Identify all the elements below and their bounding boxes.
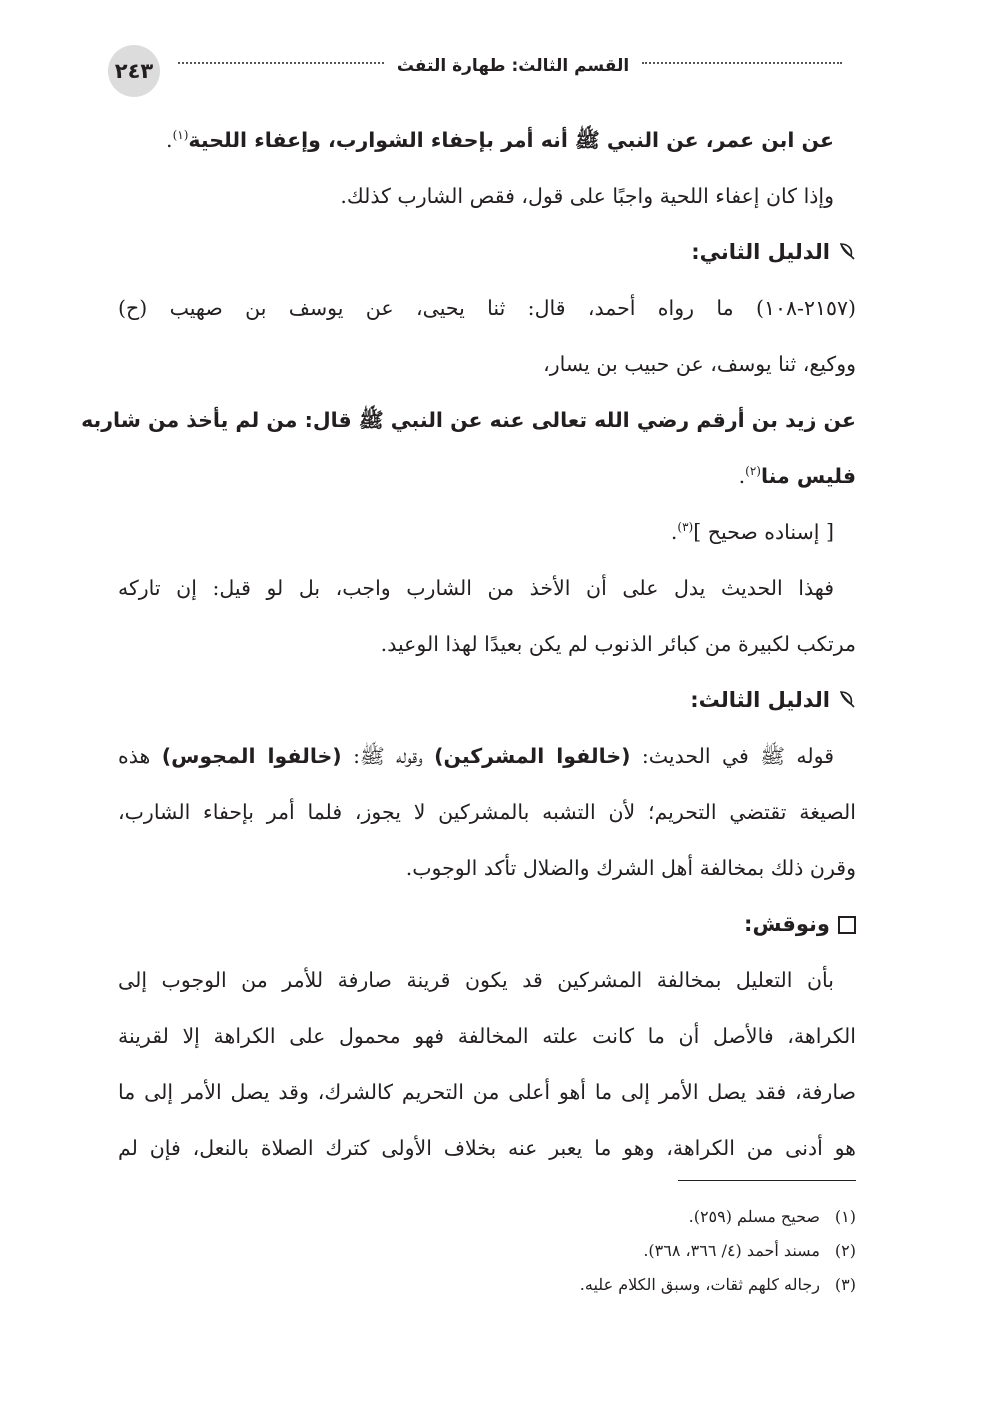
grading-text: [ إسناده صحيح ] bbox=[693, 520, 834, 544]
leaf-icon bbox=[838, 225, 856, 281]
footnote-separator bbox=[678, 1180, 856, 1181]
footnote-text: صحيح مسلم (٢٥٩). bbox=[688, 1207, 820, 1226]
paragraph-line: عن ابن عمر، عن النبي ﷺ أنه أمر بإحفاء الشوارب، وإعفاء اللحية$^{(١)}$. bbox=[166, 128, 834, 152]
page-header bbox=[108, 45, 856, 97]
section-heading: الدليل الثاني: bbox=[118, 224, 856, 280]
main-text bbox=[81, 112, 856, 1176]
footnote-text: رجاله كلهم ثقات، وسبق الكلام عليه. bbox=[579, 1275, 820, 1294]
paragraph-line: الكراهة، فالأصل أن ما كانت علته المخالفة فهو محمول على الكراهة إلا لقرينة bbox=[118, 1024, 856, 1048]
paragraph-line: (٢١٥٧-١٠٨) ما رواه أحمد، قال: ثنا يحيى، عن يوسف بن صهيب (ح) bbox=[118, 296, 856, 320]
paragraph-line: ووكيع، ثنا يوسف، عن حبيب بن يسار، bbox=[543, 352, 856, 376]
footnote-text: مسند أحمد (٤/ ٣٦٦، ٣٦٨). bbox=[643, 1241, 820, 1260]
footnotes bbox=[118, 1200, 856, 1302]
footnote-number: (٣) bbox=[834, 1275, 856, 1294]
section-heading: الدليل الثالث: bbox=[118, 672, 856, 728]
hadith-text: فليس منا bbox=[760, 464, 856, 488]
paragraph-line: صارفة، فقد يصل الأمر إلى ما أهو أعلى من التحريم كالشرك، وقد يصل الأمر إلى ما bbox=[118, 1080, 856, 1104]
paragraph-line: قوله ﷺ في الحديث: (خالفوا المشركين) وقوله ﷺ: (خالفوا المجوس) هذه bbox=[118, 744, 835, 768]
paragraph-line: الصيغة تقتضي التحريم؛ لأن التشبه بالمشركين لا يجوز، فلما أمر بإحفاء الشارب، bbox=[118, 800, 856, 824]
header-dotted-rule bbox=[642, 62, 842, 64]
footnote-ref: (٢) bbox=[745, 464, 761, 479]
quoted-hadith: (خالفوا المجوس) bbox=[161, 744, 342, 768]
footnote bbox=[118, 1268, 856, 1302]
paragraph-line: مرتكب لكبيرة من كبائر الذنوب لم يكن بعيدًا لهذا الوعيد. bbox=[380, 632, 856, 656]
quoted-hadith: (خالفوا المشركين) bbox=[434, 744, 631, 768]
hadith-text: عن ابن عمر، عن النبي ﷺ أنه أمر بإحفاء الشوارب، وإعفاء اللحية bbox=[188, 128, 834, 152]
paragraph-line: فليس منا$^{(٢)}$. bbox=[738, 464, 856, 488]
paragraph-line: فهذا الحديث يدل على أن الأخذ من الشارب واجب، بل لو قيل: إن تاركه bbox=[118, 576, 834, 600]
leaf-icon bbox=[838, 673, 856, 729]
footnote-number: (٢) bbox=[834, 1241, 856, 1260]
footnote-number: (١) bbox=[834, 1207, 856, 1226]
paragraph-line: وإذا كان إعفاء اللحية واجبًا على قول، فقص الشارب كذلك. bbox=[340, 184, 834, 208]
running-title: القسم الثالث: طهارة التفث bbox=[396, 56, 630, 76]
footnote bbox=[118, 1234, 856, 1268]
page-number: ٢٤٣ bbox=[108, 45, 160, 97]
hadith-text: عن زيد بن أرقم رضي الله تعالى عنه عن النبي ﷺ قال: من لم يأخذ من شاربه bbox=[81, 408, 856, 432]
paragraph-line: هو أدنى من الكراهة، وهو ما يعبر عنه بخلاف الأولى كترك الصلاة بالنعل، فإن لم bbox=[118, 1136, 856, 1160]
footnote-ref: (١) bbox=[172, 128, 189, 143]
footnote-ref: (٣) bbox=[677, 520, 694, 535]
footnote bbox=[118, 1200, 856, 1234]
objection-heading: ونوقش: bbox=[118, 896, 856, 952]
paragraph-line: بأن التعليل بمخالفة المشركين قد يكون قرينة صارفة للأمر من الوجوب إلى bbox=[118, 968, 834, 992]
paragraph-line: [ إسناده صحيح ]$^{(٣)}$. bbox=[670, 520, 834, 544]
paragraph-line: وقرن ذلك بمخالفة أهل الشرك والضلال تأكد الوجوب. bbox=[405, 856, 856, 880]
header-dotted-rule bbox=[178, 62, 384, 64]
checkbox-square-icon bbox=[838, 916, 856, 934]
